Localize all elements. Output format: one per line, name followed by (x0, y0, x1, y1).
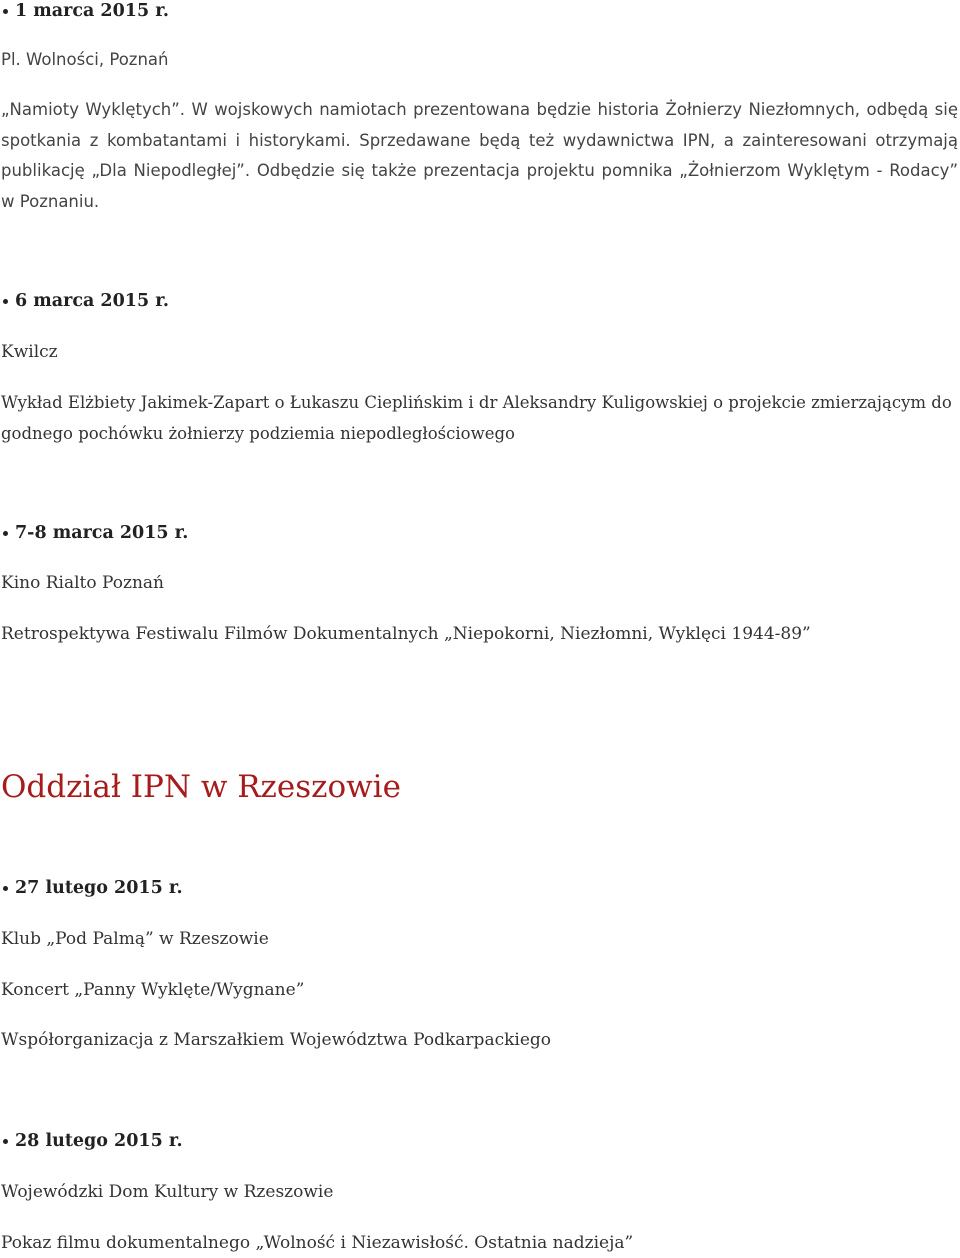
event-date: 6 marca 2015 r. (0, 286, 169, 316)
event-description: „Namioty Wyklętych”. W wojskowych namiotach prezentowana będzie historia Żołnierzy Niezłomnych, odbędą się spotkania z kombatantami i historykami. Sprzedawane będą też wydawnictwa IPN, a zainteresowani otrzymają publikację „Dla Niepodległej”. Odbędzie się także prezentacja projektu pomnika „Żołnierzom Wyklętym - Rodacy” w Poznaniu. (1, 100, 958, 211)
event-date: 7-8 marca 2015 r. (0, 518, 188, 548)
event-date: 27 lutego 2015 r. (0, 873, 183, 903)
event-place: Wojewódzki Dom Kultury w Rzeszowie (1, 1182, 334, 1202)
event-place: Klub „Pod Palmą” w Rzeszowie (1, 929, 269, 949)
event-description: Koncert „Panny Wyklęte/Wygnane” (1, 980, 305, 1000)
event-description: Retrospektywa Festiwalu Filmów Dokumentalnych „Niepokorni, Niezłomni, Wyklęci 1944-89” (1, 624, 811, 644)
event-place: Kino Rialto Poznań (1, 573, 164, 593)
section-title: Oddział IPN w Rzeszowie (1, 769, 401, 805)
event-description: Wykład Elżbiety Jakimek-Zapart o Łukaszu Cieplińskim i dr Aleksandry Kuligowskiej o projekcie zmierzającym do godnego pochówku żołnierzy podziemia niepodległościowego (1, 393, 952, 443)
event-note: Współorganizacja z Marszałkiem Województwa Podkarpackiego (1, 1030, 552, 1050)
event-date: 28 lutego 2015 r. (0, 1126, 183, 1156)
event-date: 1 marca 2015 r. (0, 0, 169, 26)
event-place: Kwilcz (1, 342, 58, 362)
event-place: Pl. Wolności, Poznań (1, 50, 169, 69)
event-description: Pokaz filmu dokumentalnego „Wolność i Niezawisłość. Ostatnia nadzieja” (1, 1233, 634, 1253)
